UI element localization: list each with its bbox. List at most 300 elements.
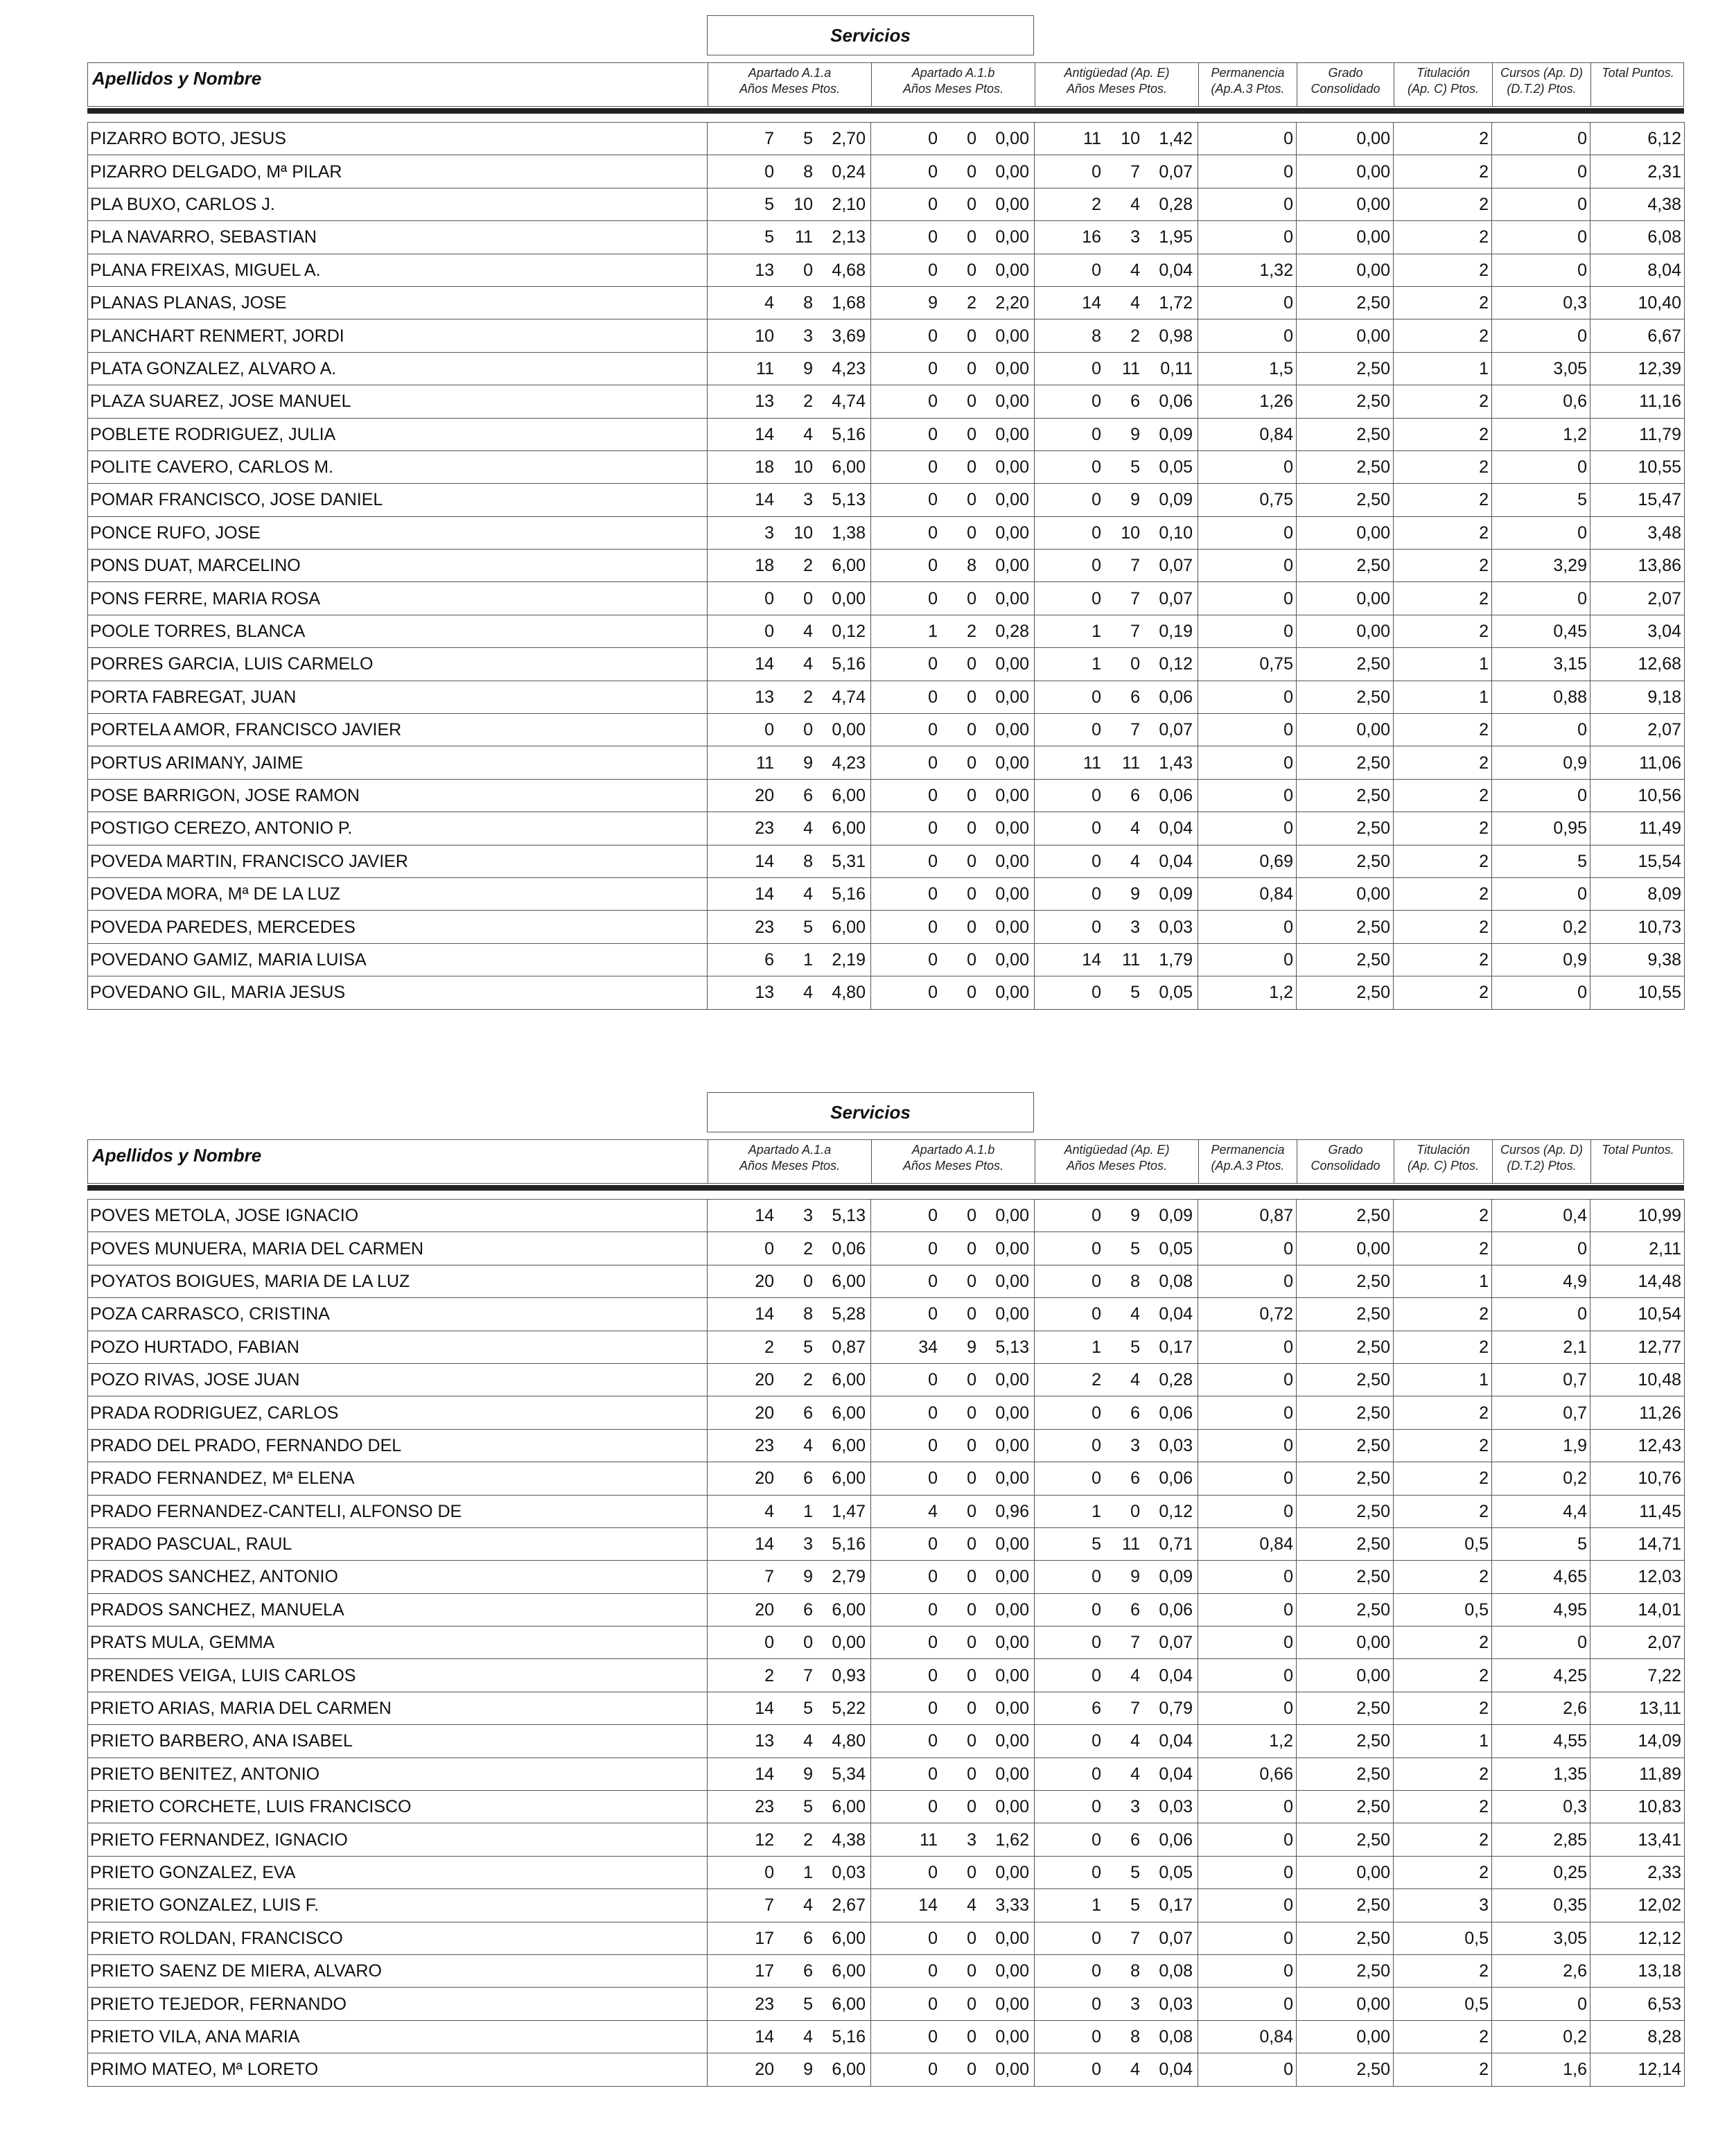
- cell-grado: 2,50: [1297, 450, 1394, 483]
- header-a1b-line2: Años Meses Ptos.: [902, 1159, 1004, 1173]
- cell-antig-anos: 0: [1092, 2060, 1101, 2080]
- cell-perm: 1,32: [1198, 254, 1297, 286]
- table-row: [88, 1758, 1685, 1790]
- cell-perm: 0: [1198, 2053, 1297, 2086]
- cell-a1a-ptos: 6,00: [832, 1435, 866, 1455]
- cell-total: 12,77: [1590, 1331, 1685, 1363]
- cell-total: 10,55: [1590, 976, 1685, 1009]
- header-perm-line2: (Ap.A.3 Ptos.: [1211, 82, 1285, 96]
- cell-total: 10,99: [1590, 1200, 1685, 1232]
- cell-a1a: [708, 286, 871, 319]
- cell-cursos: 0,35: [1492, 1889, 1590, 1922]
- cell-cursos: 2,6: [1492, 1954, 1590, 1987]
- cell-perm: 0: [1198, 1396, 1297, 1429]
- cell-a1a-anos: 4: [764, 1501, 774, 1521]
- cell-a1a-ptos: 0,00: [832, 720, 866, 740]
- cell-antig-ptos: 0,71: [1159, 1534, 1193, 1554]
- cell-cursos: 1,2: [1492, 418, 1590, 450]
- cell-cursos: 0: [1492, 1232, 1590, 1265]
- cell-titul: 2: [1394, 943, 1492, 976]
- header-divider: [87, 108, 1684, 114]
- cell-antig-meses: 4: [1130, 293, 1140, 313]
- cell-name: PRIETO BARBERO, ANA ISABEL: [88, 1725, 708, 1758]
- cell-antig-anos: 0: [1092, 1435, 1101, 1455]
- cell-titul: 2: [1394, 1659, 1492, 1692]
- cell-a1b-anos: 0: [928, 786, 938, 805]
- cell-antig-ptos: 0,04: [1159, 851, 1193, 871]
- cell-a1a: [708, 1823, 871, 1856]
- cell-a1a-meses: 9: [803, 753, 813, 773]
- cell-antig-meses: 3: [1130, 1994, 1140, 2014]
- cell-antig-anos: 0: [1092, 818, 1101, 839]
- cell-a1b-meses: 0: [967, 1238, 976, 1259]
- cell-a1a-ptos: 5,16: [832, 2026, 866, 2047]
- header-perm: [1198, 63, 1297, 106]
- cell-antig: [1035, 1527, 1198, 1560]
- cell-a1b: [871, 1823, 1035, 1856]
- cell-name: PRADO FERNANDEZ-CANTELI, ALFONSO DE: [88, 1495, 708, 1527]
- table-row: [88, 254, 1685, 286]
- cell-titul: 2: [1394, 877, 1492, 910]
- table-row: [88, 681, 1685, 713]
- cell-titul: 2: [1394, 1692, 1492, 1724]
- cell-name: POSTIGO CEREZO, ANTONIO P.: [88, 812, 708, 845]
- cell-name: PRADO PASCUAL, RAUL: [88, 1527, 708, 1560]
- cell-a1b-meses: 0: [967, 1600, 976, 1620]
- cell-a1a-meses: 1: [803, 1863, 813, 1882]
- cell-antig-meses: 4: [1130, 260, 1140, 280]
- cell-a1b-anos: 0: [928, 1370, 938, 1390]
- cell-a1a-meses: 8: [803, 851, 813, 871]
- header-grado: [1297, 63, 1394, 106]
- cell-grado: 2,50: [1297, 943, 1394, 976]
- cell-a1b-anos: 0: [928, 1797, 938, 1817]
- cell-a1a-ptos: 1,47: [832, 1501, 866, 1521]
- cell-cursos: 0: [1492, 254, 1590, 286]
- cell-a1a: [708, 1561, 871, 1593]
- header-cursos: [1492, 63, 1590, 106]
- cell-antig-ptos: 1,95: [1159, 227, 1193, 247]
- cell-a1a-meses: 2: [803, 1830, 813, 1850]
- cell-grado: 2,50: [1297, 1396, 1394, 1429]
- cell-titul: 2: [1394, 450, 1492, 483]
- cell-perm: 0: [1198, 615, 1297, 647]
- cell-a1b: [871, 1922, 1035, 1954]
- cell-a1a-ptos: 4,38: [832, 1830, 866, 1850]
- cell-total: 13,18: [1590, 1954, 1685, 1987]
- cell-antig-ptos: 0,04: [1159, 260, 1193, 280]
- cell-antig: [1035, 1758, 1198, 1790]
- cell-total: 14,71: [1590, 1527, 1685, 1560]
- cell-a1b-ptos: 0,00: [995, 556, 1029, 576]
- cell-a1b-meses: 0: [967, 1567, 976, 1587]
- cell-antig-anos: 0: [1092, 1238, 1101, 1259]
- cell-a1a-ptos: 6,00: [832, 786, 866, 805]
- scores-table: [87, 1199, 1685, 2087]
- cell-a1b: [871, 1627, 1035, 1659]
- cell-antig-meses: 5: [1130, 1238, 1140, 1259]
- cell-a1b-anos: 0: [928, 1238, 938, 1259]
- cell-total: 2,33: [1590, 1856, 1685, 1888]
- header-cursos-line1: Cursos (Ap. D): [1500, 66, 1584, 80]
- cell-a1a: [708, 1331, 871, 1363]
- cell-antig-meses: 4: [1130, 851, 1140, 871]
- cell-a1a-ptos: 4,23: [832, 753, 866, 773]
- cell-antig-ptos: 0,09: [1159, 490, 1193, 510]
- cell-grado: 0,00: [1297, 2020, 1394, 2053]
- cell-a1b-anos: 0: [928, 983, 938, 1003]
- cell-antig-ptos: 0,19: [1159, 622, 1193, 642]
- cell-total: 13,11: [1590, 1692, 1685, 1724]
- cell-titul: 2: [1394, 286, 1492, 319]
- cell-antig-anos: 14: [1082, 293, 1101, 313]
- cell-antig: [1035, 385, 1198, 418]
- cell-a1b-ptos: 0,00: [995, 687, 1029, 707]
- cell-name: POSE BARRIGON, JOSE RAMON: [88, 779, 708, 812]
- table-row: [88, 812, 1685, 845]
- cell-antig-meses: 0: [1130, 654, 1140, 674]
- header-titul: [1394, 63, 1492, 106]
- cell-a1a: [708, 812, 871, 845]
- cell-a1a-meses: 6: [803, 1600, 813, 1620]
- cell-a1a-anos: 13: [755, 687, 774, 707]
- cell-name: PORTELA AMOR, FRANCISCO JAVIER: [88, 714, 708, 746]
- cell-antig: [1035, 1889, 1198, 1922]
- cell-a1b-ptos: 0,00: [995, 392, 1029, 412]
- cell-a1a-meses: 6: [803, 1403, 813, 1423]
- cell-titul: 2: [1394, 1331, 1492, 1363]
- cell-a1a-anos: 13: [755, 1731, 774, 1751]
- cell-a1b-ptos: 0,00: [995, 1863, 1029, 1882]
- table-row: [88, 1527, 1685, 1560]
- cell-titul: 2: [1394, 746, 1492, 779]
- cell-a1a: [708, 943, 871, 976]
- cell-titul: 2: [1394, 1495, 1492, 1527]
- cell-antig-meses: 8: [1130, 2026, 1140, 2047]
- cell-cursos: 4,25: [1492, 1659, 1590, 1692]
- cell-a1b-meses: 0: [967, 654, 976, 674]
- cell-a1a-anos: 13: [755, 260, 774, 280]
- cell-antig-anos: 0: [1092, 720, 1101, 740]
- table-row: [88, 1627, 1685, 1659]
- cell-antig: [1035, 746, 1198, 779]
- header-grado-line1: Grado: [1328, 66, 1363, 80]
- cell-a1b: [871, 714, 1035, 746]
- cell-a1b-ptos: 0,00: [995, 983, 1029, 1003]
- cell-a1b-meses: 0: [967, 786, 976, 805]
- cell-a1b: [871, 1200, 1035, 1232]
- cell-name: PRIETO GONZALEZ, EVA: [88, 1856, 708, 1888]
- cell-a1b-anos: 0: [928, 1731, 938, 1751]
- cell-cursos: 4,95: [1492, 1593, 1590, 1626]
- cell-a1a: [708, 648, 871, 681]
- cell-grado: 2,50: [1297, 976, 1394, 1009]
- cell-perm: 0,75: [1198, 648, 1297, 681]
- cell-a1b-ptos: 0,00: [995, 1271, 1029, 1291]
- cell-cursos: 0: [1492, 779, 1590, 812]
- cell-a1b-meses: 0: [967, 1797, 976, 1817]
- cell-a1b-ptos: 3,33: [995, 1895, 1029, 1916]
- cell-antig-ptos: 1,43: [1159, 753, 1193, 773]
- cell-a1a-anos: 17: [755, 1928, 774, 1948]
- cell-a1a-meses: 8: [803, 1304, 813, 1324]
- cell-a1a-meses: 4: [803, 983, 813, 1003]
- cell-total: 3,48: [1590, 516, 1685, 549]
- cell-a1a: [708, 418, 871, 450]
- cell-a1a-anos: 20: [755, 1370, 774, 1390]
- table-row: [88, 2053, 1685, 2086]
- cell-antig-ptos: 0,07: [1159, 1633, 1193, 1653]
- cell-a1a-anos: 23: [755, 818, 774, 839]
- cell-grado: 2,50: [1297, 681, 1394, 713]
- cell-antig: [1035, 615, 1198, 647]
- cell-a1b-anos: 0: [928, 588, 938, 608]
- cell-perm: 0: [1198, 1988, 1297, 2020]
- cell-cursos: 3,05: [1492, 352, 1590, 385]
- cell-perm: 0: [1198, 188, 1297, 220]
- cell-antig-anos: 1: [1092, 1895, 1101, 1916]
- cell-perm: 0: [1198, 1561, 1297, 1593]
- cell-a1b: [871, 1659, 1035, 1692]
- cell-a1a-meses: 5: [803, 1699, 813, 1719]
- cell-grado: 2,50: [1297, 385, 1394, 418]
- cell-a1b-ptos: 0,00: [995, 753, 1029, 773]
- cell-a1b-anos: 0: [928, 851, 938, 871]
- cell-cursos: 0: [1492, 155, 1590, 188]
- cell-antig-anos: 0: [1092, 392, 1101, 412]
- cell-grado: 2,50: [1297, 286, 1394, 319]
- table-row: [88, 352, 1685, 385]
- cell-a1a: [708, 450, 871, 483]
- cell-antig-meses: 11: [1122, 1534, 1140, 1554]
- cell-antig-anos: 1: [1092, 654, 1101, 674]
- cell-a1a-meses: 4: [803, 1731, 813, 1751]
- cell-a1a: [708, 1725, 871, 1758]
- cell-a1b: [871, 746, 1035, 779]
- cell-a1a-ptos: 0,87: [832, 1337, 866, 1357]
- cell-a1a: [708, 1200, 871, 1232]
- cell-a1b-anos: 0: [928, 884, 938, 904]
- cell-antig-anos: 0: [1092, 687, 1101, 707]
- cell-a1b-anos: 0: [928, 753, 938, 773]
- table-row: [88, 1265, 1685, 1297]
- cell-grado: 2,50: [1297, 1823, 1394, 1856]
- cell-a1a-meses: 6: [803, 1469, 813, 1489]
- cell-a1b-ptos: 1,62: [995, 1830, 1029, 1850]
- cell-a1b: [871, 221, 1035, 254]
- cell-grado: 2,50: [1297, 418, 1394, 450]
- cell-antig-meses: 9: [1130, 1567, 1140, 1587]
- cell-antig: [1035, 1331, 1198, 1363]
- cell-total: 10,54: [1590, 1298, 1685, 1331]
- table-row: [88, 1988, 1685, 2020]
- cell-a1a-anos: 23: [755, 917, 774, 937]
- cell-antig-meses: 2: [1130, 326, 1140, 346]
- table-row: [88, 911, 1685, 943]
- cell-a1a-ptos: 6,00: [832, 1928, 866, 1948]
- cell-grado: 0,00: [1297, 1659, 1394, 1692]
- cell-a1b-meses: 0: [967, 818, 976, 839]
- cell-total: 8,09: [1590, 877, 1685, 910]
- cell-perm: 0: [1198, 1922, 1297, 1954]
- cell-a1b-anos: 0: [928, 1863, 938, 1882]
- cell-antig-meses: 10: [1121, 129, 1140, 149]
- cell-a1a-ptos: 5,13: [832, 490, 866, 510]
- cell-total: 11,06: [1590, 746, 1685, 779]
- cell-a1a-anos: 13: [755, 392, 774, 412]
- cell-titul: 1: [1394, 648, 1492, 681]
- cell-a1b-ptos: 0,00: [995, 1370, 1029, 1390]
- cell-a1b-anos: 0: [928, 1633, 938, 1653]
- cell-a1a-ptos: 6,00: [832, 1994, 866, 2014]
- cell-antig: [1035, 943, 1198, 976]
- cell-antig-anos: 0: [1092, 1830, 1101, 1850]
- cell-a1b-anos: 0: [928, 720, 938, 740]
- cell-a1b-meses: 0: [967, 753, 976, 773]
- cell-total: 15,47: [1590, 484, 1685, 516]
- cell-antig-ptos: 0,09: [1159, 424, 1193, 444]
- header-cursos-line1: Cursos (Ap. D): [1500, 1143, 1584, 1157]
- cell-antig: [1035, 319, 1198, 352]
- cell-name: PORRES GARCIA, LUIS CARMELO: [88, 648, 708, 681]
- cell-a1a-anos: 14: [755, 884, 774, 904]
- cell-titul: 1: [1394, 1363, 1492, 1396]
- cell-a1b: [871, 484, 1035, 516]
- table-row: [88, 648, 1685, 681]
- cell-name: PIZARRO DELGADO, Mª PILAR: [88, 155, 708, 188]
- cell-a1b-meses: 0: [967, 1469, 976, 1489]
- cell-a1b-meses: 0: [967, 983, 976, 1003]
- cell-a1a-meses: 0: [803, 1633, 813, 1653]
- cell-total: 10,76: [1590, 1462, 1685, 1495]
- cell-a1b-ptos: 0,00: [995, 818, 1029, 839]
- cell-a1a-ptos: 6,00: [832, 1469, 866, 1489]
- cell-a1b-ptos: 0,28: [995, 622, 1029, 642]
- cell-cursos: 0,3: [1492, 1791, 1590, 1823]
- cell-perm: 0,87: [1198, 1200, 1297, 1232]
- cell-titul: 0,5: [1394, 1988, 1492, 2020]
- cell-antig-anos: 0: [1092, 884, 1101, 904]
- cell-a1a-meses: 2: [803, 687, 813, 707]
- cell-a1a-ptos: 6,00: [832, 2060, 866, 2080]
- cell-antig-anos: 0: [1092, 1633, 1101, 1653]
- cell-total: 12,14: [1590, 2053, 1685, 2086]
- cell-cursos: 0,9: [1492, 943, 1590, 976]
- cell-a1a-meses: 0: [803, 260, 813, 280]
- table-row: [88, 319, 1685, 352]
- cell-cursos: 2,6: [1492, 1692, 1590, 1724]
- cell-antig-ptos: 0,04: [1159, 1304, 1193, 1324]
- cell-antig-ptos: 0,17: [1159, 1895, 1193, 1916]
- cell-antig-meses: 7: [1130, 720, 1140, 740]
- cell-perm: 0: [1198, 221, 1297, 254]
- cell-a1a-meses: 6: [803, 786, 813, 805]
- cell-a1a: [708, 1758, 871, 1790]
- cell-cursos: 0: [1492, 123, 1590, 155]
- cell-total: 2,07: [1590, 714, 1685, 746]
- cell-a1b-ptos: 0,00: [995, 786, 1029, 805]
- cell-antig-ptos: 0,98: [1159, 326, 1193, 346]
- cell-perm: 0: [1198, 1462, 1297, 1495]
- cell-antig-meses: 0: [1130, 1501, 1140, 1521]
- cell-perm: 0: [1198, 1856, 1297, 1888]
- cell-a1a: [708, 1627, 871, 1659]
- cell-name: PRIETO VILA, ANA MARIA: [88, 2020, 708, 2053]
- cell-antig: [1035, 155, 1198, 188]
- cell-name: PIZARRO BOTO, JESUS: [88, 123, 708, 155]
- cell-a1b-meses: 0: [967, 490, 976, 510]
- cell-cursos: 0,9: [1492, 746, 1590, 779]
- cell-antig-meses: 11: [1122, 358, 1140, 378]
- cell-antig-anos: 0: [1092, 523, 1101, 543]
- cell-total: 14,09: [1590, 1725, 1685, 1758]
- cell-grado: 2,50: [1297, 1462, 1394, 1495]
- cell-a1b: [871, 582, 1035, 615]
- cell-a1b-anos: 0: [928, 2026, 938, 2047]
- cell-a1b-meses: 0: [967, 129, 976, 149]
- cell-titul: 2: [1394, 1298, 1492, 1331]
- cell-perm: 1,2: [1198, 1725, 1297, 1758]
- cell-antig-meses: 9: [1130, 1206, 1140, 1226]
- cell-cursos: 1,9: [1492, 1429, 1590, 1462]
- cell-perm: 0: [1198, 1954, 1297, 1987]
- cell-grado: 2,50: [1297, 1561, 1394, 1593]
- cell-a1b-ptos: 0,00: [995, 1238, 1029, 1259]
- cell-a1a-anos: 7: [764, 1567, 774, 1587]
- cell-a1b: [871, 385, 1035, 418]
- cell-a1b: [871, 1396, 1035, 1429]
- cell-cursos: 4,55: [1492, 1725, 1590, 1758]
- cell-antig-anos: 0: [1092, 851, 1101, 871]
- cell-a1a-meses: 4: [803, 1895, 813, 1916]
- cell-a1a: [708, 123, 871, 155]
- cell-antig: [1035, 1659, 1198, 1692]
- cell-perm: 0: [1198, 286, 1297, 319]
- cell-perm: 0,69: [1198, 845, 1297, 877]
- cell-a1a: [708, 1692, 871, 1724]
- cell-a1b: [871, 615, 1035, 647]
- cell-a1a-anos: 6: [764, 949, 774, 970]
- cell-a1a-ptos: 5,16: [832, 884, 866, 904]
- cell-perm: 0: [1198, 450, 1297, 483]
- cell-name: PONCE RUFO, JOSE: [88, 516, 708, 549]
- cell-a1a: [708, 1659, 871, 1692]
- header-divider: [87, 1185, 1684, 1191]
- cell-cursos: 0: [1492, 1627, 1590, 1659]
- cell-total: 10,83: [1590, 1791, 1685, 1823]
- cell-name: PLAZA SUAREZ, JOSE MANUEL: [88, 385, 708, 418]
- cell-a1b-ptos: 0,00: [995, 1567, 1029, 1587]
- cell-name: POVEDA PAREDES, MERCEDES: [88, 911, 708, 943]
- table-row: [88, 550, 1685, 582]
- cell-a1a: [708, 1922, 871, 1954]
- cell-titul: 2: [1394, 2053, 1492, 2086]
- cell-name: POVES METOLA, JOSE IGNACIO: [88, 1200, 708, 1232]
- cell-total: 14,01: [1590, 1593, 1685, 1626]
- cell-total: 12,68: [1590, 648, 1685, 681]
- cell-cursos: 0: [1492, 877, 1590, 910]
- cell-antig: [1035, 1396, 1198, 1429]
- cell-antig: [1035, 582, 1198, 615]
- cell-a1b-meses: 0: [967, 1961, 976, 1981]
- cell-a1a-ptos: 4,80: [832, 1731, 866, 1751]
- cell-a1b-anos: 0: [928, 1435, 938, 1455]
- cell-a1b-ptos: 0,00: [995, 227, 1029, 247]
- cell-antig-meses: 4: [1130, 818, 1140, 839]
- cell-antig-meses: 5: [1130, 1863, 1140, 1882]
- cell-a1a-meses: 10: [794, 523, 813, 543]
- header-a1b-line1: Apartado A.1.b: [911, 1143, 995, 1157]
